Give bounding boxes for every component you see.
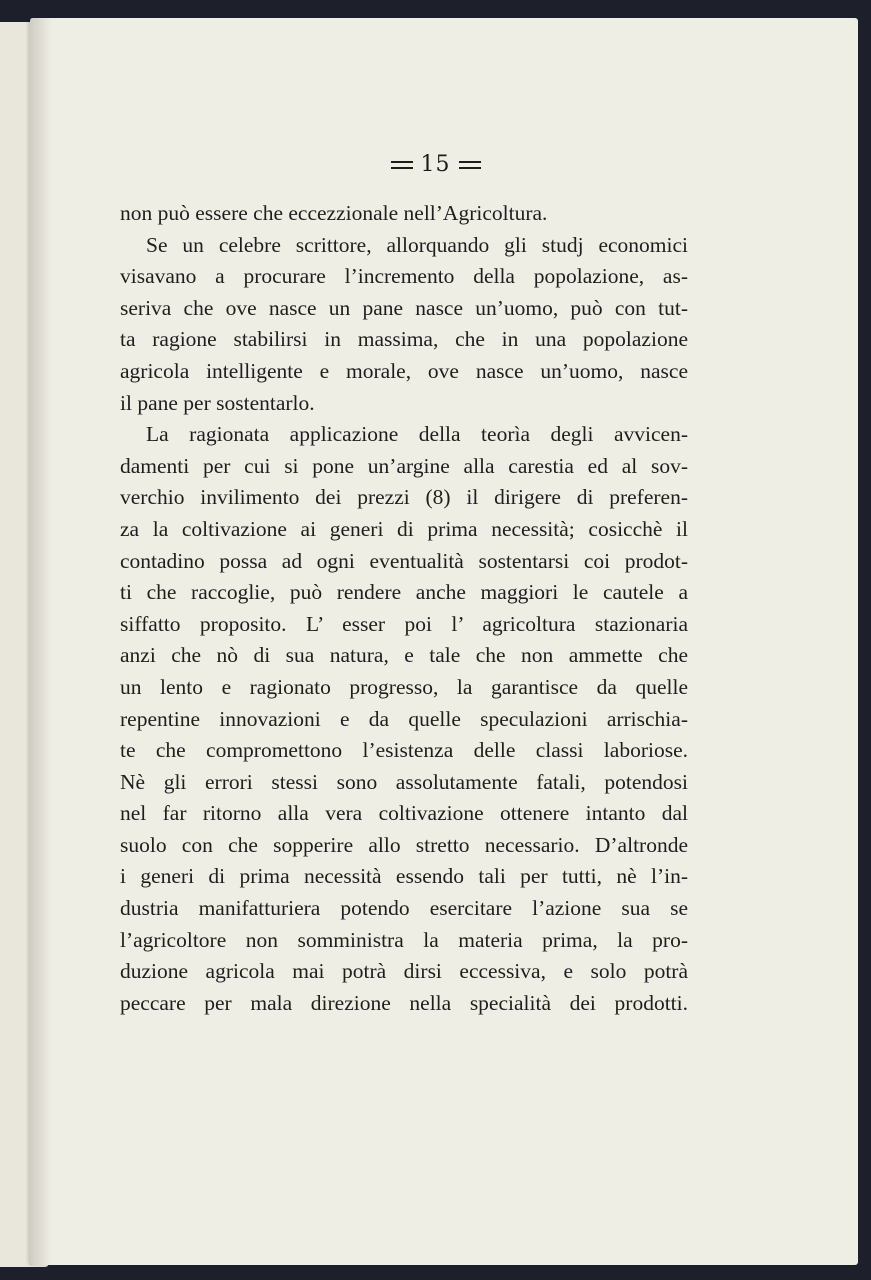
right-rule-ornament — [459, 161, 481, 169]
text-line: l’agricoltore non somministra la materia prima, la pro- — [120, 927, 688, 952]
text-line: nel far ritorno alla vera coltivazione ottenere intanto dal — [120, 801, 688, 826]
text-line: seriva che ove nasce un pane nasce un’uomo, può con tut- — [120, 295, 688, 320]
text-line: peccare per mala direzione nella specialità dei prodotti. — [120, 990, 688, 1015]
page-header — [0, 152, 871, 177]
body-text — [120, 198, 688, 1019]
text-line: za la coltivazione ai generi di prima necessità; cosicchè il — [120, 516, 688, 541]
left-rule-ornament — [391, 161, 413, 169]
text-line: repentine innovazioni e da quelle speculazioni arrischia- — [120, 706, 688, 731]
text-line: il pane per sostentarlo. — [120, 390, 315, 415]
text-line: duzione agricola mai potrà dirsi eccessiva, e solo potrà — [120, 959, 688, 984]
text-line: suolo con che sopperire allo stretto necessario. D’altronde — [120, 832, 688, 857]
text-line: siffatto proposito. L’ esser poi l’ agricoltura stazionaria — [120, 611, 688, 636]
text-line: contadino possa ad ogni eventualità sostentarsi coi prodot- — [120, 548, 688, 573]
text-line: verchio invilimento dei prezzi (8) il dirigere di preferen- — [120, 485, 688, 510]
text-line: agricola intelligente e morale, ove nasce un’uomo, nasce — [120, 358, 688, 383]
text-line: non può essere che eccezzionale nell’Agricoltura. — [120, 201, 548, 225]
text-line: anzi che nò di sua natura, e tale che non ammette che — [120, 643, 688, 668]
text-line: damenti per cui si pone un’argine alla carestia ed al sov- — [120, 453, 688, 478]
text-line: visavano a procurare l’incremento della popolazione, as- — [120, 264, 688, 289]
text-line: ti che raccoglie, può rendere anche maggiori le cautele a — [120, 580, 688, 605]
text-line: i generi di prima necessità essendo tali per tutti, nè l’in- — [120, 864, 688, 889]
text-line: un lento e ragionato progresso, la garantisce da quelle — [120, 674, 688, 699]
text-line: dustria manifatturiera potendo esercitare l’azione sua se — [120, 896, 688, 921]
text-line: Se un celebre scrittore, allorquando gli studj economici — [146, 232, 688, 257]
gutter-shadow — [30, 18, 52, 1265]
text-line: ta ragione stabilirsi in massima, che in una popolazione — [120, 327, 688, 352]
text-line: te che compromettono l’esistenza delle classi laboriose. — [120, 738, 688, 763]
text-line: La ragionata applicazione della teorìa degli avvicen- — [146, 422, 688, 447]
page-number: 15 — [420, 152, 451, 177]
text-line: Nè gli errori stessi sono assolutamente fatali, potendosi — [120, 769, 688, 794]
